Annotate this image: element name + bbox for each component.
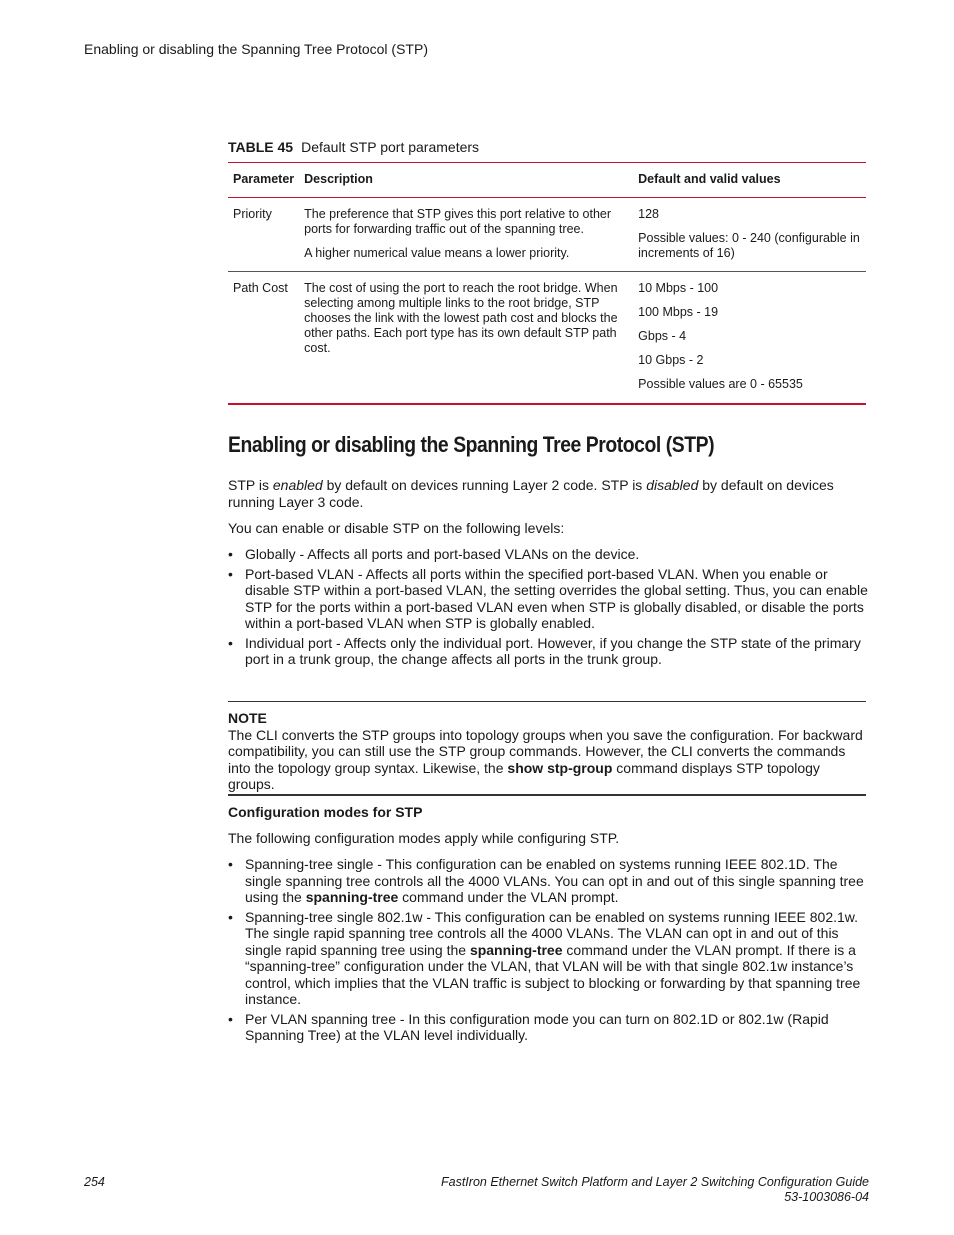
config-modes-list — [228, 856, 868, 1047]
list-item: • Spanning-tree single - This configuration can be enabled on systems running IEEE 802.1D. The single spanning tree controls all the 4000 VLANs. You can opt in and out of this single spanning tree using the spanning-tree command under the VLAN prompt. — [228, 856, 864, 905]
stp-port-parameters-table — [228, 162, 866, 405]
command-text: spanning-tree — [305, 889, 399, 905]
note-title: NOTE — [228, 710, 267, 726]
intro-emphasis: enabled — [272, 477, 323, 493]
note-command: show stp-group — [507, 759, 613, 776]
cell-text: 128 — [638, 207, 660, 221]
list-item-text: Globally - Affects all ports and port-based VLANs on the device. — [245, 546, 640, 562]
config-modes-lead: The following configuration modes apply while configuring STP. — [228, 830, 620, 846]
cell-text: A higher numerical value means a lower priority. — [304, 246, 570, 260]
config-modes-heading: Configuration modes for STP — [228, 804, 423, 820]
cell-text: The preference that STP gives this port relative to other ports for forwarding traffic out of the spanning tree. — [304, 207, 612, 236]
list-item: • Per VLAN spanning tree - In this configuration mode you can turn on 802.1D or 802.1w (Rapid Spanning Tree) at the VLAN level individually. — [228, 1010, 829, 1043]
footer-doc-title: FastIron Ethernet Switch Platform and Layer 2 Switching Configuration Guide — [441, 1175, 869, 1189]
section-title: Enabling or disabling the Spanning Tree Protocol (STP) — [228, 432, 715, 457]
intro-text: by default on devices running Layer 2 code. STP is — [322, 477, 647, 493]
header-default-values: Default and valid values — [633, 163, 866, 198]
cell-values — [633, 198, 866, 272]
note-text: The CLI converts the STP groups into topology groups when you save the configuration. For backward compatibility, you can still use the STP group commands. However, the CLI converts the commands into the topology group syntax. Likewise, the show stp-group command displays STP topology groups. — [228, 726, 863, 792]
running-header: Enabling or disabling the Spanning Tree Protocol (STP) — [84, 41, 428, 57]
note-box — [228, 701, 866, 796]
bullet-icon: • — [228, 1010, 233, 1027]
list-item — [228, 635, 868, 668]
bullet-icon: • — [228, 546, 233, 562]
table-caption-number: TABLE 45 — [228, 139, 294, 155]
intro-paragraph — [228, 477, 868, 510]
bullet-icon: • — [228, 634, 233, 651]
table-header-row — [228, 163, 866, 198]
cell-parameter: Path Cost — [228, 272, 299, 404]
intro-emphasis: disabled — [646, 477, 699, 493]
list-item — [228, 546, 868, 563]
list-item-text: Individual port - Affects only the individual port. However, if you change the STP state of the primary port in a trunk group, the change affects all ports in the trunk group. — [245, 634, 861, 667]
intro-text: by default on devices running Layer 3 code. — [228, 477, 834, 510]
cell-text: 10 Gbps - 2 — [638, 353, 704, 367]
levels-list — [228, 546, 868, 671]
table-row — [228, 272, 866, 404]
command-text: spanning-tree — [469, 941, 563, 958]
header-description: Description — [299, 163, 633, 198]
cell-text: Possible values: 0 - 240 (configurable in increments of 16) — [638, 231, 860, 260]
header-parameter: Parameter — [228, 163, 299, 198]
table-caption-title: Default STP port parameters — [301, 139, 480, 155]
list-item-text: Port-based VLAN - Affects all ports within the specified port-based VLAN. When you enable or disable STP within a port-based VLAN, the setting overrides the global setting. Thus, you can enable STP for the ports within a port-based VLAN even when STP is globally disabled, or disable the ports within a port-based VLAN when STP is globally enabled. — [245, 565, 868, 631]
bullet-icon: • — [228, 908, 233, 925]
table-row — [228, 198, 866, 272]
intro-text: STP is — [228, 477, 273, 493]
list-item — [228, 566, 868, 632]
cell-text: The cost of using the port to reach the root bridge. When selecting among multiple links to the root bridge, STP chooses the link with the lowest path cost and blocks the other paths. Each port type has its own default STP path cost. — [304, 281, 618, 355]
cell-description — [299, 198, 633, 272]
footer-doc-info — [441, 1175, 869, 1205]
cell-description — [299, 272, 633, 404]
cell-parameter: Priority — [228, 198, 299, 272]
page-number: 254 — [84, 1175, 105, 1189]
cell-text: Gbps - 4 — [638, 329, 687, 343]
bullet-icon: • — [228, 856, 233, 872]
cell-values — [633, 272, 866, 404]
levels-lead: You can enable or disable STP on the following levels: — [228, 520, 565, 536]
cell-text: 100 Mbps - 19 — [638, 305, 719, 319]
list-item: • Spanning-tree single 802.1w - This configuration can be enabled on systems running IEEE 802.1w. The single rapid spanning tree controls all the 4000 VLANs. The VLAN can opt in and out of this single rapid spanning tree using the spanning-tree command under the VLAN prompt. If there is a “spanning-tree” configuration under the VLAN, that VLAN will be with that single 802.1w instance’s control, which implies that the VLAN traffic is subject to blocking or forwarding by that spanning tree instance. — [228, 908, 861, 1007]
cell-text: Possible values are 0 - 65535 — [638, 377, 803, 391]
table-caption — [228, 139, 479, 155]
bullet-icon: • — [228, 565, 233, 582]
footer-doc-number: 53-1003086-04 — [784, 1190, 869, 1204]
cell-text: 10 Mbps - 100 — [638, 281, 719, 295]
